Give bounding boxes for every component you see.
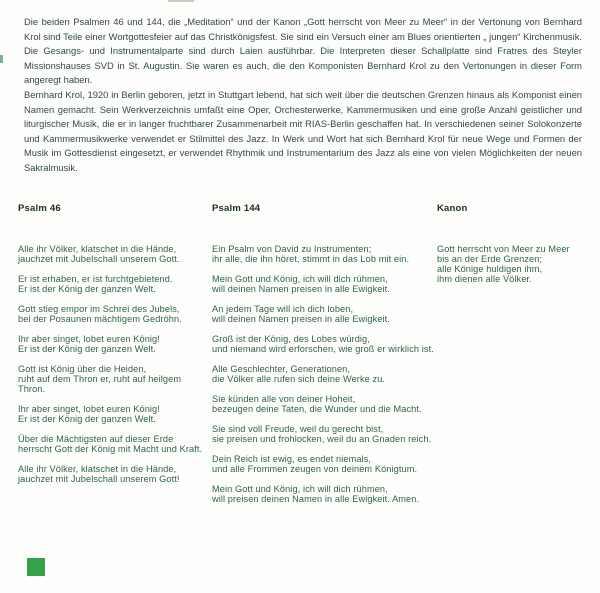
scan-artifact-left-edge: [0, 55, 3, 63]
stanza-list-psalm-144: [212, 244, 444, 504]
stanza: Sie sind voll Freude, weil du gerecht bist, sie preisen und frohlocken, weil du an Gnaden reich.: [212, 424, 432, 444]
stanza: Dein Reich ist ewig, es endet niemals, und alle Frommen zeugen von deinem Königtum.: [212, 454, 418, 474]
stanza-list-kanon: [437, 244, 595, 284]
stanza: An jedem Tage will ich dich loben, will deinen Namen preisen in alle Ewigkeit.: [212, 304, 390, 324]
stanza: Alle Geschlechter, Generationen, die Völker alle rufen sich deine Werke zu.: [212, 364, 386, 384]
column-heading-psalm-46: Psalm 46: [18, 203, 61, 214]
stanza: Mein Gott und König, ich will dich rühmen, will preisen deinen Namen in alle Ewigkeit. Amen.: [212, 484, 420, 504]
stanza: Er ist erhaben, er ist furchtgebietend. Er ist der König der ganzen Welt.: [18, 274, 173, 294]
stanza: Sie künden alle von deiner Hoheit, bezeugen deine Taten, die Wunder und die Macht.: [212, 394, 422, 414]
column-heading-kanon: Kanon: [437, 203, 468, 214]
stanza: Gott stieg empor im Schrei des Jubels, bei der Posaunen mächtigem Gedröhn.: [18, 304, 182, 324]
column-psalm-46: [18, 203, 210, 494]
stanza: Über die Mächtigsten auf dieser Erde herrscht Gott der König mit Macht und Kraft.: [18, 434, 203, 454]
stanza: Alle ihr Völker, klatschet in die Hände, jauchzet mit Jubelschall unserem Gott.: [18, 244, 180, 264]
stanza: Gott herrscht von Meer zu Meer bis an der Erde Grenzen; alle Könige huldigen ihm, ihm dienen alle Völker.: [437, 244, 570, 284]
stanza: Groß ist der König, des Lobes würdig, und niemand wird erforschen, wie groß er wirklich ist.: [212, 334, 434, 354]
stanza-list-psalm-46: [18, 244, 210, 484]
stanza: Alle ihr Völker, klatschet in die Hände, jauchzet mit Jubelschall unserem Gott!: [18, 464, 180, 484]
stanza: Ihr aber singet, lobet euren König! Er ist der König der ganzen Welt.: [18, 404, 160, 424]
column-heading-psalm-144: Psalm 144: [212, 203, 261, 214]
scan-artifact-top-edge: [168, 0, 194, 2]
stanza: Ihr aber singet, lobet euren König! Er ist der König der ganzen Welt.: [18, 334, 160, 354]
intro-paragraph-2: Bernhard Krol, 1920 in Berlin geboren, jetzt in Stuttgart lebend, hat sich weit über die deutschen Grenzen hinaus als Komponist einen Namen gemacht. Sein Werkverzeichnis umfaßt eine Oper, Orchesterwerke, Kammermusiken und eine große Anzahl geistlicher und liturgischer Musik, die er in langer fruchtbarer Zusammenarbeit mit RIAS-Berlin geschaffen hat. In verschiedenen seiner Solokonzerte und Kammermusikwerke verwendet er Stilmittel des Jazz. In Werk und Wort hat sich Bernhard Krol für neue Wege und Formen der Musik im Gottesdienst eingesetzt, er verwendet Rhythmik und Instrumentarium des Jazz als eine von vielen Möglichkeiten der neuen Sakralmusik.: [24, 88, 582, 173]
column-kanon: [437, 203, 595, 294]
green-accent-square: [27, 558, 45, 576]
stanza: Mein Gott und König, ich will dich rühmen, will deinen Namen preisen in alle Ewigkeit.: [212, 274, 390, 294]
column-psalm-144: [212, 203, 444, 514]
stanza: Ein Psalm von David zu Instrumenten; ihr alle, die ihn höret, stimmt in das Lob mit ein.: [212, 244, 410, 264]
stanza: Gott ist König über die Heiden, ruht auf dem Thron er, ruht auf heilgem Thron.: [18, 364, 182, 394]
intro-text-block: [24, 15, 582, 176]
intro-paragraph-1: Die beiden Psalmen 46 und 144, die „Meditation“ und der Kanon „Gott herrscht von Meer zu Meer“ in der Vertonung von Bernhard Krol sind Teile einer Wortgottesfeier auf das Christkönigsfest. Sie sind ein Versuch einer am Blues orientierten „ jungen“ Kirchenmusik. Die Gesangs- und Instrumentalparte sind durch Laien ausführbar. Die Interpreten dieser Schallplatte sind Fratres des Steyler Missionshauses SVD in St. Augustin. Sie waren es auch, die den Komponisten Bernhard Krol zu den Vertonungen in dieser Form angeregt haben.: [24, 16, 582, 86]
